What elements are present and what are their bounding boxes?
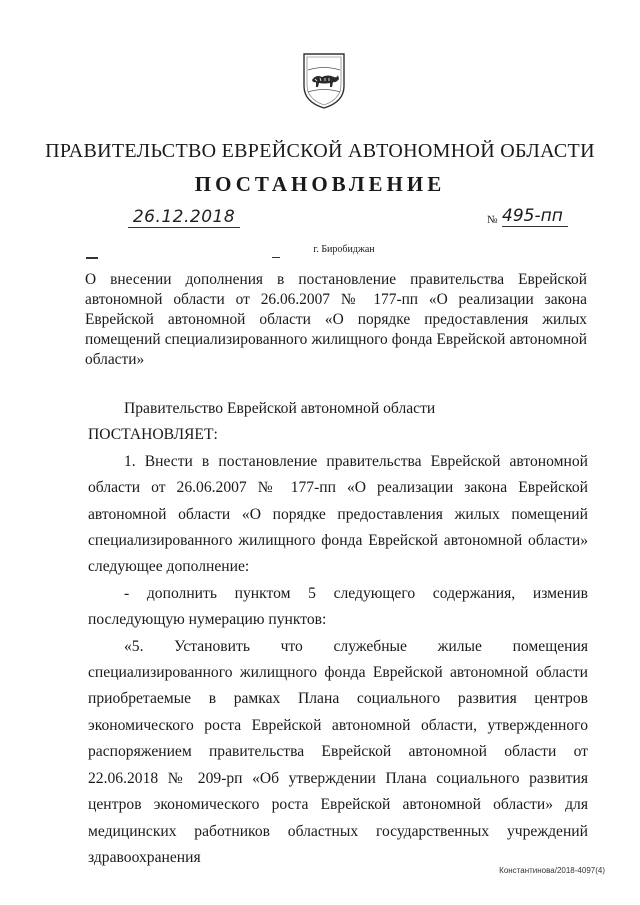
decree-date: 26.12.2018 [128,207,240,228]
right-corner-mark [272,257,280,266]
coat-of-arms-icon [300,50,348,112]
document-type-title: ПОСТАНОВЛЕНИЕ [194,172,446,196]
decree-number: 495-пп [502,206,568,227]
resolves-heading: ПОСТАНОВЛЯЕТ: [88,426,218,444]
government-title: ПРАВИТЕЛЬСТВО ЕВРЕЙСКОЙ АВТОНОМНОЙ ОБЛАСТИ [45,140,595,162]
number-label: № [487,214,498,226]
preamble: Правительство Еврейской автономной области [124,400,436,417]
paragraph-2: - дополнить пунктом 5 следующего содержания, изменив последующую нумерацию пунктов: [88,584,588,629]
left-corner-mark [86,257,98,267]
paragraph-1: 1. Внести в постановление правительства Еврейской автономной области от 26.06.2007 № 177-пп «О реализации закона Еврейской автономной области «О порядке предоставления жилых помещений специализированного жилищного фонда Еврейской автономной области» следующее дополнение: [88,452,588,576]
document-code: Константинова/2018-4097(4) [499,866,605,875]
decree-body [88,396,588,871]
paragraph-3: «5. Установить что служебные жилые помещения специализированного жилищного фонда Еврейской автономной области приобретаемые в рамках Плана социального развития центров экономического роста Еврейской автономной области, утвержденного распоряжением правительства Еврейской автономной области от 22.06.2018 № 209-рп «Об утверждении Плана социального развития центров экономического роста Еврейской автономной области» для медицинских работников областных государственных учреждений здравоохранения [88,637,588,866]
city-label: г. Биробиджан [313,244,375,255]
decree-subject: О внесении дополнения в постановление правительства Еврейской автономной области от 26.06.2007 № 177-пп «О реализации закона Еврейской автономной области «О порядке предоставления жилых помещений специализированного жилищного фонда Еврейской автономной области» [85,271,587,368]
